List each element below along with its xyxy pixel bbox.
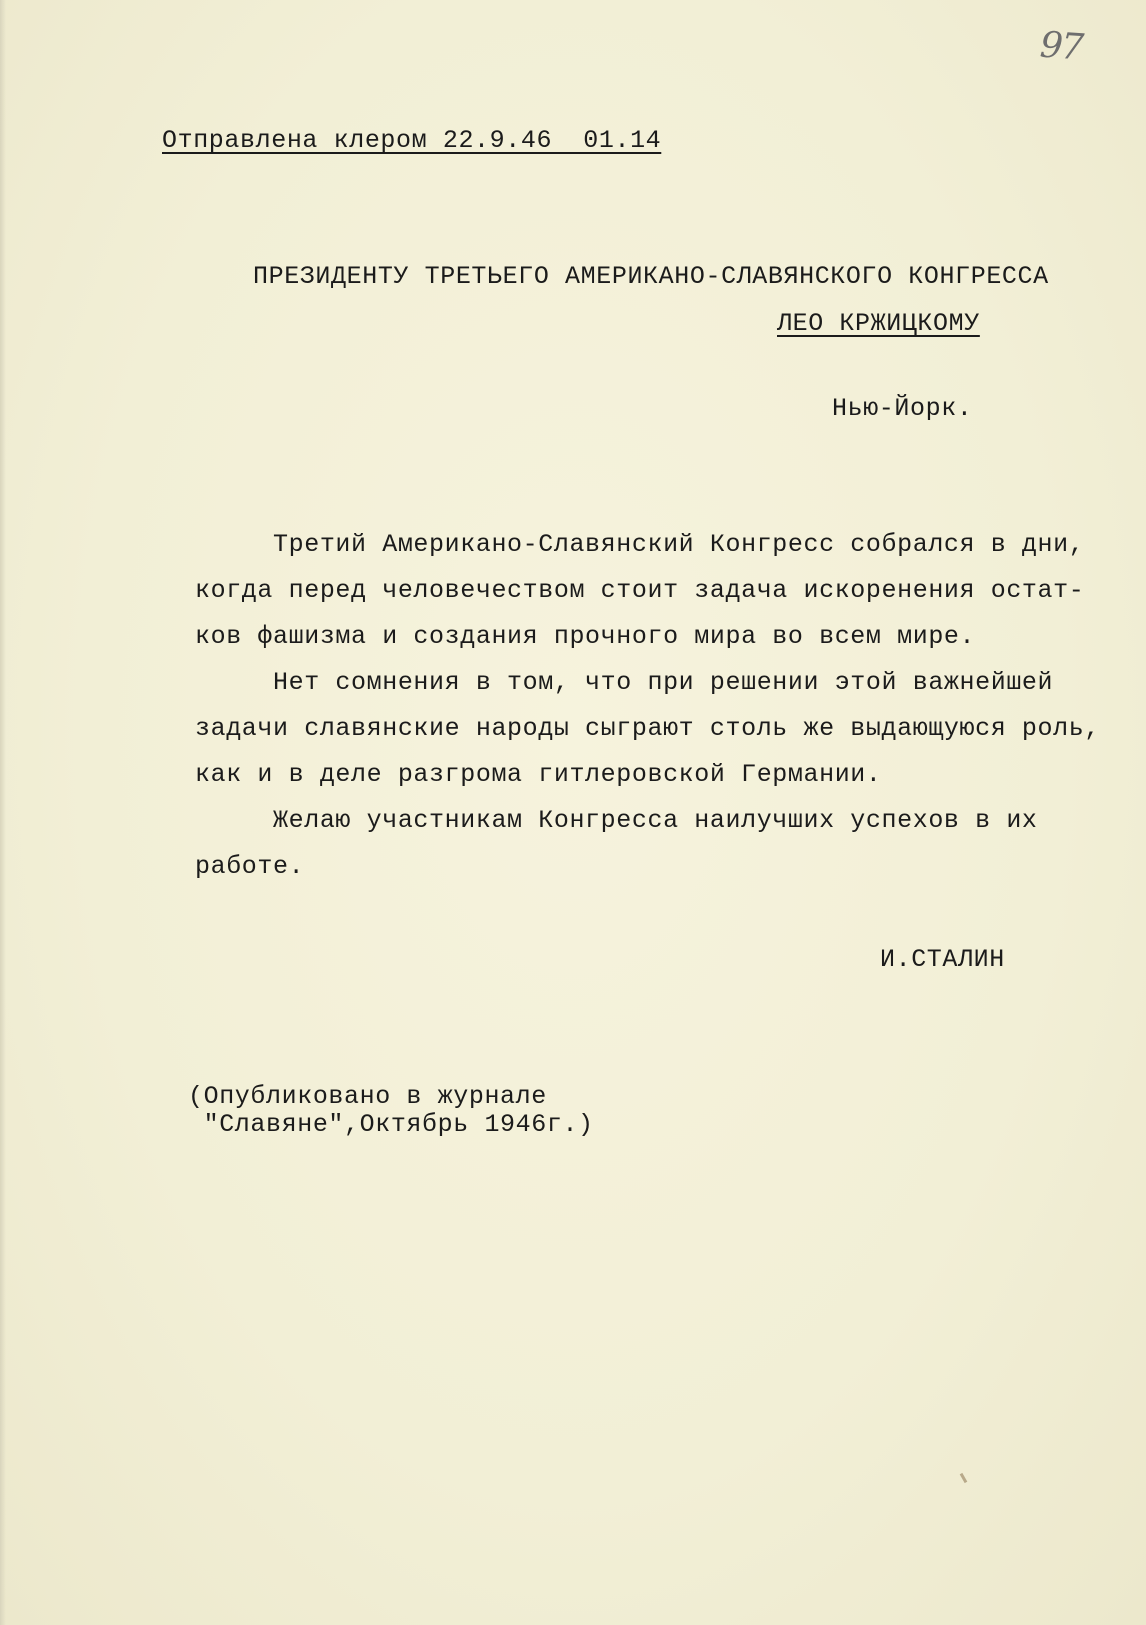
addressee-name: ЛЕО КРЖИЦКОМУ — [777, 309, 980, 338]
signature: И.СТАЛИН — [880, 945, 1005, 974]
page-edge-shadow — [0, 0, 6, 1625]
addressee-title: ПРЕЗИДЕНТУ ТРЕТЬЕГО АМЕРИКАНО-СЛАВЯНСКОГО КОНГРЕССА — [253, 262, 1049, 291]
body-line-5: задачи славянские народы сыграют столь же выдающуюся роль, — [195, 714, 1100, 743]
footnote-line-2: "Славяне",Октябрь 1946г.) — [188, 1110, 594, 1139]
body-line-6: как и в деле разгрома гитлеровской Германии. — [195, 760, 882, 789]
dispatch-note: Отправлена клером 22.9.46 01.14 — [162, 126, 662, 155]
handwritten-page-number: 97 — [1038, 24, 1084, 69]
body-line-1: Третий Американо-Славянский Конгресс собрался в дни, — [195, 530, 1085, 559]
addressee-city: Нью-Йорк. — [832, 394, 973, 423]
body-line-4: Нет сомнения в том, что при решении этой важнейшей — [195, 668, 1054, 697]
body-line-7: Желаю участникам Конгресса наилучших успехов в их — [195, 806, 1038, 835]
ink-speck — [960, 1473, 968, 1483]
body-line-8: работе. — [195, 852, 305, 881]
body-line-2: когда перед человечеством стоит задача искоренения остат- — [195, 576, 1085, 605]
body-line-3: ков фашизма и создания прочного мира во всем мире. — [195, 622, 976, 651]
footnote-line-1: (Опубликовано в журнале — [188, 1082, 547, 1111]
